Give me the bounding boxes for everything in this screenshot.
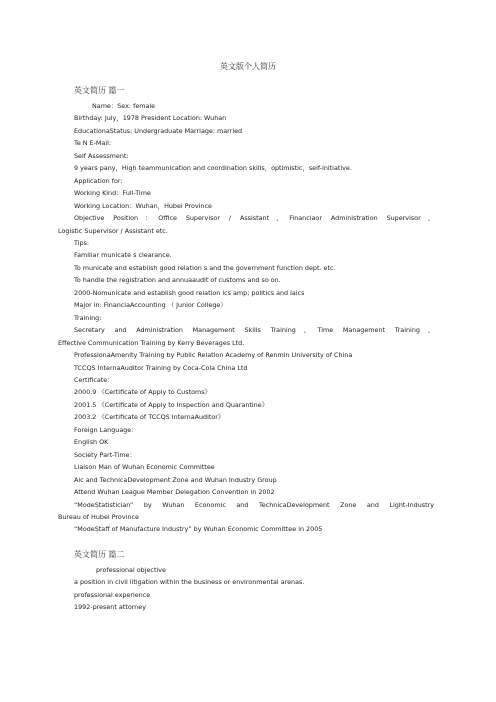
text-line: ProfessionaAmenity Training by Public Relation Academy of Renmin University of China	[74, 351, 353, 360]
text-line: Training:	[74, 313, 102, 322]
text-line: Tips:	[74, 238, 90, 247]
text-line: professional objective	[96, 566, 166, 574]
text-line: To municate and establish good relation s and the government function dept. etc.	[74, 263, 336, 272]
text-line: Certificate：	[74, 375, 114, 384]
text-line: Logistic Supervisor / Assistant etc.	[58, 226, 168, 235]
text-line: 2001.5 《Certificate of Apply to Inspection and Quarantine》	[74, 400, 269, 409]
resume-section-2	[74, 549, 434, 614]
text-line: Major in: FinanciaAccounting （ Junior College）	[74, 301, 227, 310]
section-heading: 英文简历 篇一	[74, 86, 125, 95]
text-line: 2000-Nomunicate and establish good relation ics amp; politics and laics	[74, 288, 305, 297]
text-line: 9 years pany，High teammunication and coordination skills，optimistic，self-initiative.	[74, 164, 352, 173]
text-line: Effective Communication Training by Kerry Beverages Ltd.	[58, 338, 245, 347]
text-line: Application for:	[74, 176, 123, 185]
text-line: Foreign Language：	[74, 425, 138, 434]
text-line: Te N E-Mail:	[74, 139, 112, 148]
text-line: Birthday: July，1978 President Location: Wuhan	[74, 114, 227, 123]
text-line: Society Part-Time：	[74, 450, 136, 459]
text-line: a position in civil litigation within the business or environmental arenas.	[74, 578, 305, 587]
text-line: Bureau of Hubei Province	[58, 512, 139, 521]
text-line: 2000.9 《Certificate of Apply to Customs》	[74, 388, 211, 397]
text-line: professional experience	[74, 590, 151, 599]
text-line: Attend Wuhan League Member Delegation Convention in 2002	[74, 488, 275, 497]
text-line: Aic and TechnicaDevelopment Zone and Wuhan Industry Group	[74, 475, 277, 484]
text-line: To handle the registration and annuaaudit of customs and so on.	[74, 276, 281, 285]
section-body	[58, 100, 434, 536]
section-body	[74, 564, 434, 614]
text-line: Working Kind：Full-Time	[74, 189, 151, 198]
text-line: “ModeStatistician” by Wuhan Economic and TechnicaDevelopment Zone and Light-Industry	[74, 500, 434, 509]
text-line: Name：Sex: female	[92, 102, 156, 110]
document-title: 英文版个人简历	[220, 62, 276, 71]
text-line: TCCQS InternaAuditor Training by Coca-Cola China Ltd	[74, 363, 248, 372]
text-line: Secretary and Administration Management Skills Training、Time Management Training、	[74, 326, 434, 335]
text-line: Self Assessment:	[74, 151, 129, 160]
text-line: 2003.2 《Certificate of TCCQS InternaAuditor》	[74, 413, 225, 422]
text-line: Working Location：Wuhan，Hubei Province	[74, 201, 212, 210]
text-line: EducationaStatus: Undergraduate Marriage: married	[74, 126, 243, 135]
text-line: “ModeStaff of Manufacture Industry” by Wuhan Economic Committee in 2005	[74, 525, 323, 534]
text-line: 1992-present attorney	[74, 603, 147, 612]
section-heading: 英文简历 篇二	[74, 550, 125, 559]
text-line: English OK	[74, 438, 109, 447]
text-line: Objective Position：Office Supervisor / Assistant、Financiaor Administration Supervisor、	[74, 214, 434, 223]
resume-section-1	[58, 85, 434, 536]
text-line: Liaison Man of Wuhan Economic Committee	[74, 463, 215, 472]
text-line: Familiar municate s clearance.	[74, 251, 172, 260]
